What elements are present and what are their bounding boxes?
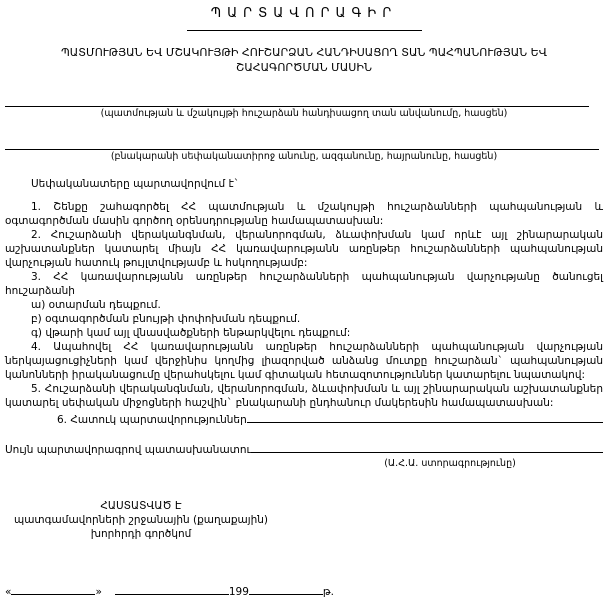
clause-3-subitem-g: գ) վթարի կամ այլ վնասվածքների ենթարկվելու դեպքում: xyxy=(31,327,351,339)
clause-3-subitem-a: ա) օտարման դեպքում. xyxy=(31,299,161,311)
clause-6-row xyxy=(5,410,603,427)
owner-name-blank-field[interactable] xyxy=(5,120,599,150)
date-month-blank-field[interactable] xyxy=(115,582,229,595)
approved-executive-line: խորհրդի գործկոմ xyxy=(90,528,192,540)
lead-statement: Սեփականատերը պարտավորվում է` xyxy=(31,178,240,190)
date-open-quote: « xyxy=(5,586,12,598)
approved-council-line: պատգամավորների շրջանային (քաղաքային) xyxy=(13,514,269,526)
document-subtitle: ՊԱՏՄՈՒԹՅԱՆ ԵՎ ՄՇԱԿՈՒՅԹԻ ՀՈՒՇԱՐՁԱՆ ՀԱՆԴԻՍԱՑՈՂ ՏԱՆ ՊԱՀՊԱՆՈՒԹՅԱՆ ԵՎ ՇԱՀԱԳՈՐԾՄԱՆ ՄԱՍԻՆ xyxy=(61,46,547,74)
special-obligations-blank-field[interactable] xyxy=(247,410,603,423)
clause-5: 5. Հուշարձանի վերականգնման, վերանորոգման, ձևափոխման և այլ շինարարական աշխատանքներ կատարել սեփական միջոցների հաշվին` բնակարանի ընդհանուր մակերեսին համապատասխան: xyxy=(5,383,603,409)
date-year-blank-field[interactable] xyxy=(249,582,323,595)
clause-3-subitem-b: բ) օգտագործման բնույթի փոփոխման դեպքում. xyxy=(31,313,301,325)
clause-2: 2. Հուշարձանի վերականգնման, վերանորոգման, ձևափոխման կամ որևէ այլ շինարարական աշխատանքներ կատարել միայն ՀՀ կառավարությանն առընթեր հուշարձանների պահպանության վարչության հատուկ թույլտվությամբ և հսկողությամբ: xyxy=(5,229,603,269)
date-year-suffix: թ. xyxy=(322,586,335,598)
monument-name-caption: (պատմության և մշակույթի հուշարձան հանդիսացող տան անվանումը, հասցեն) xyxy=(100,108,508,119)
document-title: ՊԱՐՏԱՎՈՐԱԳԻՐ xyxy=(210,6,398,21)
clause-4: 4. Ապահովել ՀՀ կառավարությանն առընթեր հուշարձանների պահպանության վարչության ներկայացուցիչների կամ վերջինիս կողմից լիազորված անձանց մուտքը հուշարձան` պահպանության կանոնների իրականացումը վերահսկելու կամ գիտական հետազոտություններ կատարելու նպատակով: xyxy=(5,341,603,381)
approved-heading: ՀԱՍՏԱՏՎԱԾ Է xyxy=(100,500,182,512)
signature-caption: (Ա.Հ.Ա. ստորագրությունը) xyxy=(384,458,516,469)
responsible-person-blank-field[interactable] xyxy=(251,440,603,453)
clause-6-label: 6. Հատուկ պարտավորություններ xyxy=(57,414,247,426)
owner-name-caption: (բնակարանի սեփականատիրոջ անունը, ազգանունը, հայրանունը, հասցեն) xyxy=(110,151,498,162)
responsible-label: Սույն պարտավորագրով պատասխանատու xyxy=(5,444,252,456)
date-year-prefix: 199 xyxy=(228,586,249,598)
title-underline-rule xyxy=(187,30,422,31)
approved-block xyxy=(5,499,277,541)
clause-1: 1. Շենքը շահագործել ՀՀ պատմության և մշակույթի հուշարձանների պահպանության և օգտագործման մասին գործող օրենսդրությանը համապատասխան: xyxy=(5,201,603,227)
date-day-blank-field[interactable] xyxy=(11,582,95,595)
clause-list xyxy=(5,200,603,427)
responsible-row xyxy=(5,440,603,457)
date-row xyxy=(5,582,603,599)
date-close-quote: » xyxy=(95,586,102,598)
monument-name-blank-field[interactable] xyxy=(5,75,589,107)
clause-3: 3. ՀՀ կառավարությանն առընթեր հուշարձանների պահպանության վարչությանը ծանուցել հուշարձանի xyxy=(5,271,603,297)
